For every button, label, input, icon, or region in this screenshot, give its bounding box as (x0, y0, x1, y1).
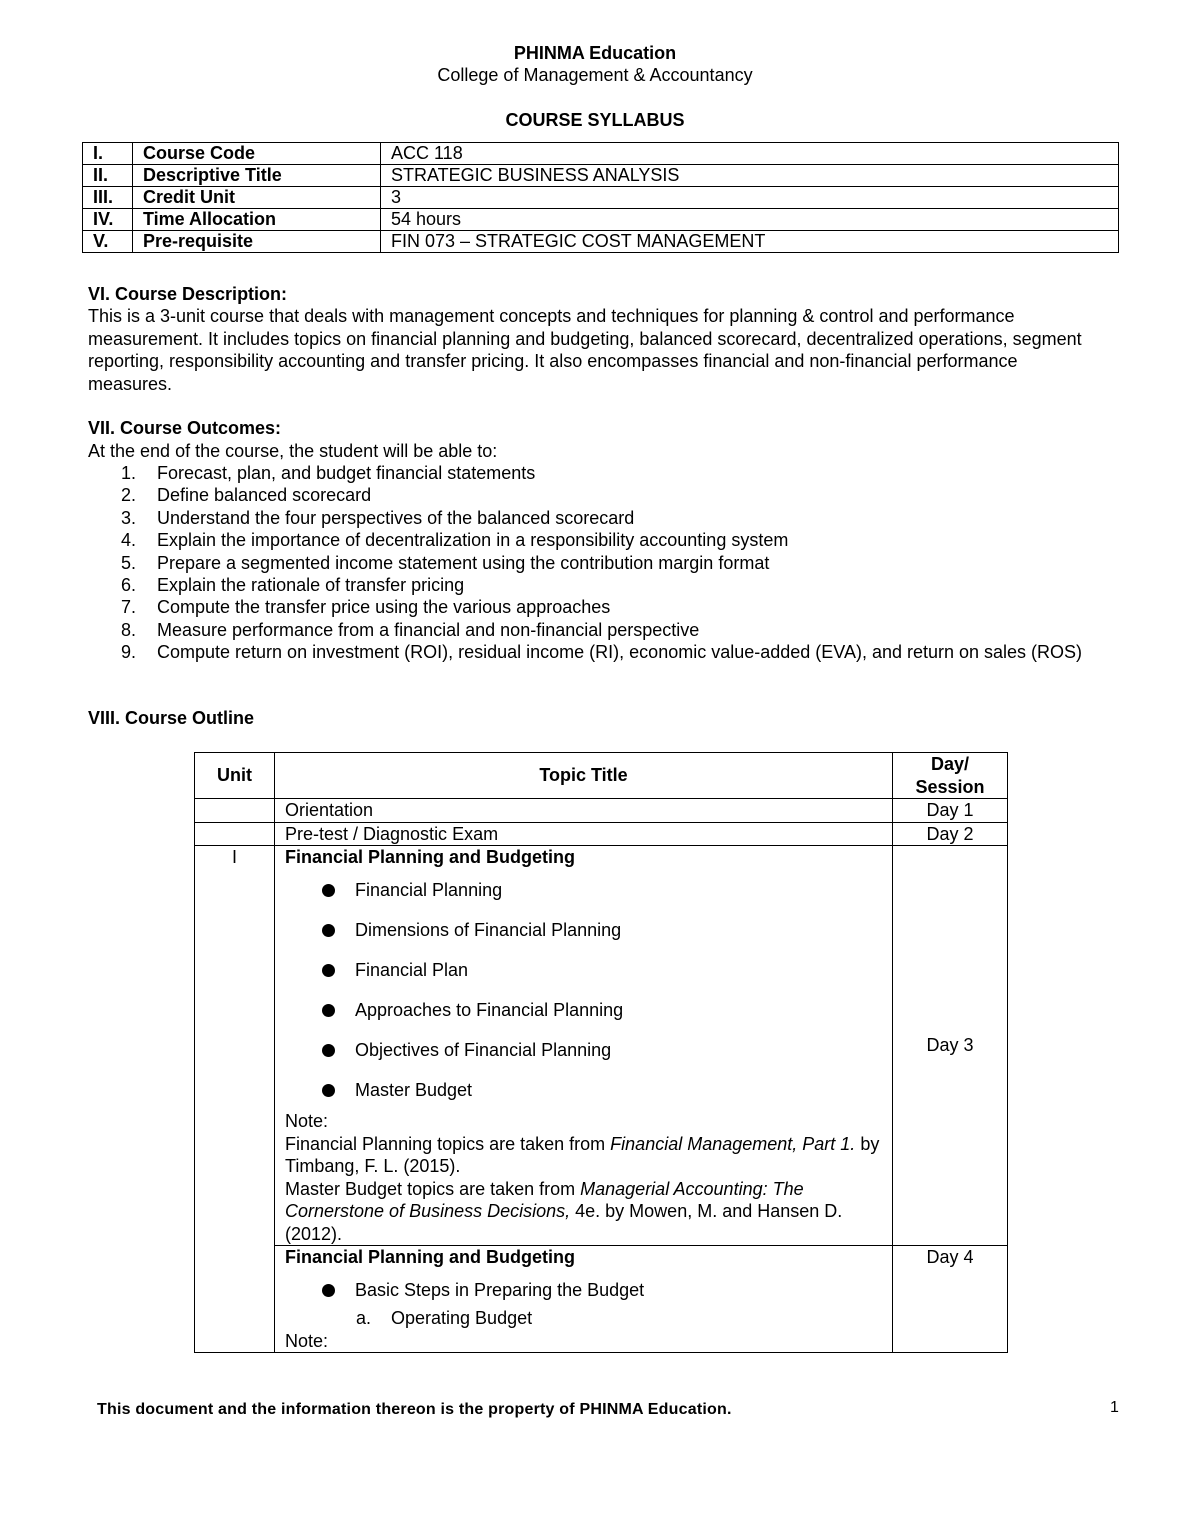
bullet-icon (322, 924, 335, 937)
list-item: 8. Measure performance from a financial and non-financial perspective (121, 619, 700, 640)
info-label: Descriptive Title (133, 165, 381, 187)
day-cell: Day 4 (893, 1246, 1008, 1353)
unit-cell: I (195, 846, 275, 1353)
info-number: II. (83, 165, 133, 187)
list-item: Financial Plan (285, 959, 882, 982)
topic-bullet-list (285, 879, 882, 1102)
organization-name: PHINMA Education (513, 43, 677, 63)
list-item: Objectives of Financial Planning (285, 1039, 882, 1062)
info-value: ACC 118 (381, 143, 1119, 165)
col-header-unit: Unit (195, 753, 275, 799)
document-title: COURSE SYLLABUS (505, 110, 685, 130)
list-item: Approaches to Financial Planning (285, 999, 882, 1022)
course-outcomes-heading: VII. Course Outcomes: (88, 418, 282, 438)
info-number: III. (83, 187, 133, 209)
unit-cell (195, 822, 275, 846)
list-item: Dimensions of Financial Planning (285, 919, 882, 942)
info-label: Pre-requisite (133, 231, 381, 253)
table-row (83, 143, 1119, 165)
course-outcomes-list (88, 462, 1103, 664)
info-value: 3 (381, 187, 1119, 209)
day-cell: Day 1 (893, 799, 1008, 823)
bullet-icon (322, 964, 335, 977)
list-item: 5. Prepare a segmented income statement using the contribution margin format (121, 552, 770, 573)
info-number: I. (83, 143, 133, 165)
unit-cell (195, 799, 275, 823)
list-item: 9. Compute return on investment (ROI), residual income (RI), economic value-added (EVA), and return on sales (ROS) (121, 642, 1083, 663)
info-label: Time Allocation (133, 209, 381, 231)
list-item: Financial Planning (285, 879, 882, 902)
col-header-day: Day/ Session (893, 753, 1008, 799)
table-row (83, 187, 1119, 209)
list-item: 2. Define balanced scorecard (121, 485, 372, 506)
college-name: College of Management & Accountancy (437, 65, 753, 85)
table-row (83, 231, 1119, 253)
list-item: Basic Steps in Preparing the Budget (285, 1279, 882, 1302)
unit-title: Financial Planning and Budgeting (285, 1247, 576, 1267)
table-row (195, 1246, 1008, 1353)
list-item: 6. Explain the rationale of transfer pricing (121, 575, 465, 596)
note-source-2: Master Budget topics are taken from Managerial Accounting: The Cornerstone of Business Decisions, 4e. by Mowen, M. and Hansen D. (2012). (285, 1178, 843, 1244)
info-number: V. (83, 231, 133, 253)
table-row (195, 822, 1008, 846)
sub-item: a. Operating Budget (356, 1308, 533, 1328)
topic-cell: Pre-test / Diagnostic Exam (275, 822, 893, 846)
topic-cell (275, 1246, 893, 1353)
topic-cell: Orientation (275, 799, 893, 823)
list-item: 7. Compute the transfer price using the various approaches (121, 597, 611, 618)
note-label: Note: (285, 1111, 329, 1131)
bullet-icon (322, 1084, 335, 1097)
list-item: 4. Explain the importance of decentralization in a responsibility accounting system (121, 530, 789, 551)
note-source-1: Financial Planning topics are taken from Financial Management, Part 1. by Timbang, F. L. (2015). (285, 1133, 880, 1176)
course-outline-table (194, 752, 1008, 1353)
course-outcomes-intro: At the end of the course, the student will be able to: (88, 441, 498, 461)
course-description-text: This is a 3-unit course that deals with management concepts and techniques for planning & control and performance measurement. It includes topics on financial planning and budgeting, balanced scorecard, decentralized operations, segment reporting, responsibility accounting and transfer pricing. It also encompasses financial and non-financial performance measures. (88, 306, 1082, 394)
list-item: 3. Understand the four perspectives of the balanced scorecard (121, 507, 635, 528)
bullet-icon (322, 1044, 335, 1057)
table-row (195, 846, 1008, 1246)
info-number: IV. (83, 209, 133, 231)
table-row (83, 209, 1119, 231)
table-row (83, 165, 1119, 187)
bullet-icon (322, 1004, 335, 1017)
page-number: 1 (1110, 1399, 1119, 1416)
footer-notice: This document and the information thereon is the property of PHINMA Education. (97, 1401, 732, 1418)
day-cell: Day 3 (893, 846, 1008, 1246)
course-description-heading: VI. Course Description: (88, 284, 288, 304)
info-label: Course Code (133, 143, 381, 165)
list-item: 1. Forecast, plan, and budget financial statements (121, 463, 536, 483)
day-cell: Day 2 (893, 822, 1008, 846)
note-label: Note: (285, 1330, 329, 1351)
topic-bullet-list (285, 1279, 882, 1302)
col-header-topic: Topic Title (275, 753, 893, 799)
unit-title: Financial Planning and Budgeting (285, 847, 576, 867)
info-label: Credit Unit (133, 187, 381, 209)
topic-cell (275, 846, 893, 1246)
table-row (195, 799, 1008, 823)
info-value: FIN 073 – STRATEGIC COST MANAGEMENT (381, 231, 1119, 253)
list-item: Master Budget (285, 1079, 882, 1102)
info-value: 54 hours (381, 209, 1119, 231)
course-info-table (82, 142, 1119, 253)
info-value: STRATEGIC BUSINESS ANALYSIS (381, 165, 1119, 187)
course-outline-heading: VIII. Course Outline (88, 708, 255, 728)
bullet-icon (322, 1284, 335, 1297)
bullet-icon (322, 884, 335, 897)
